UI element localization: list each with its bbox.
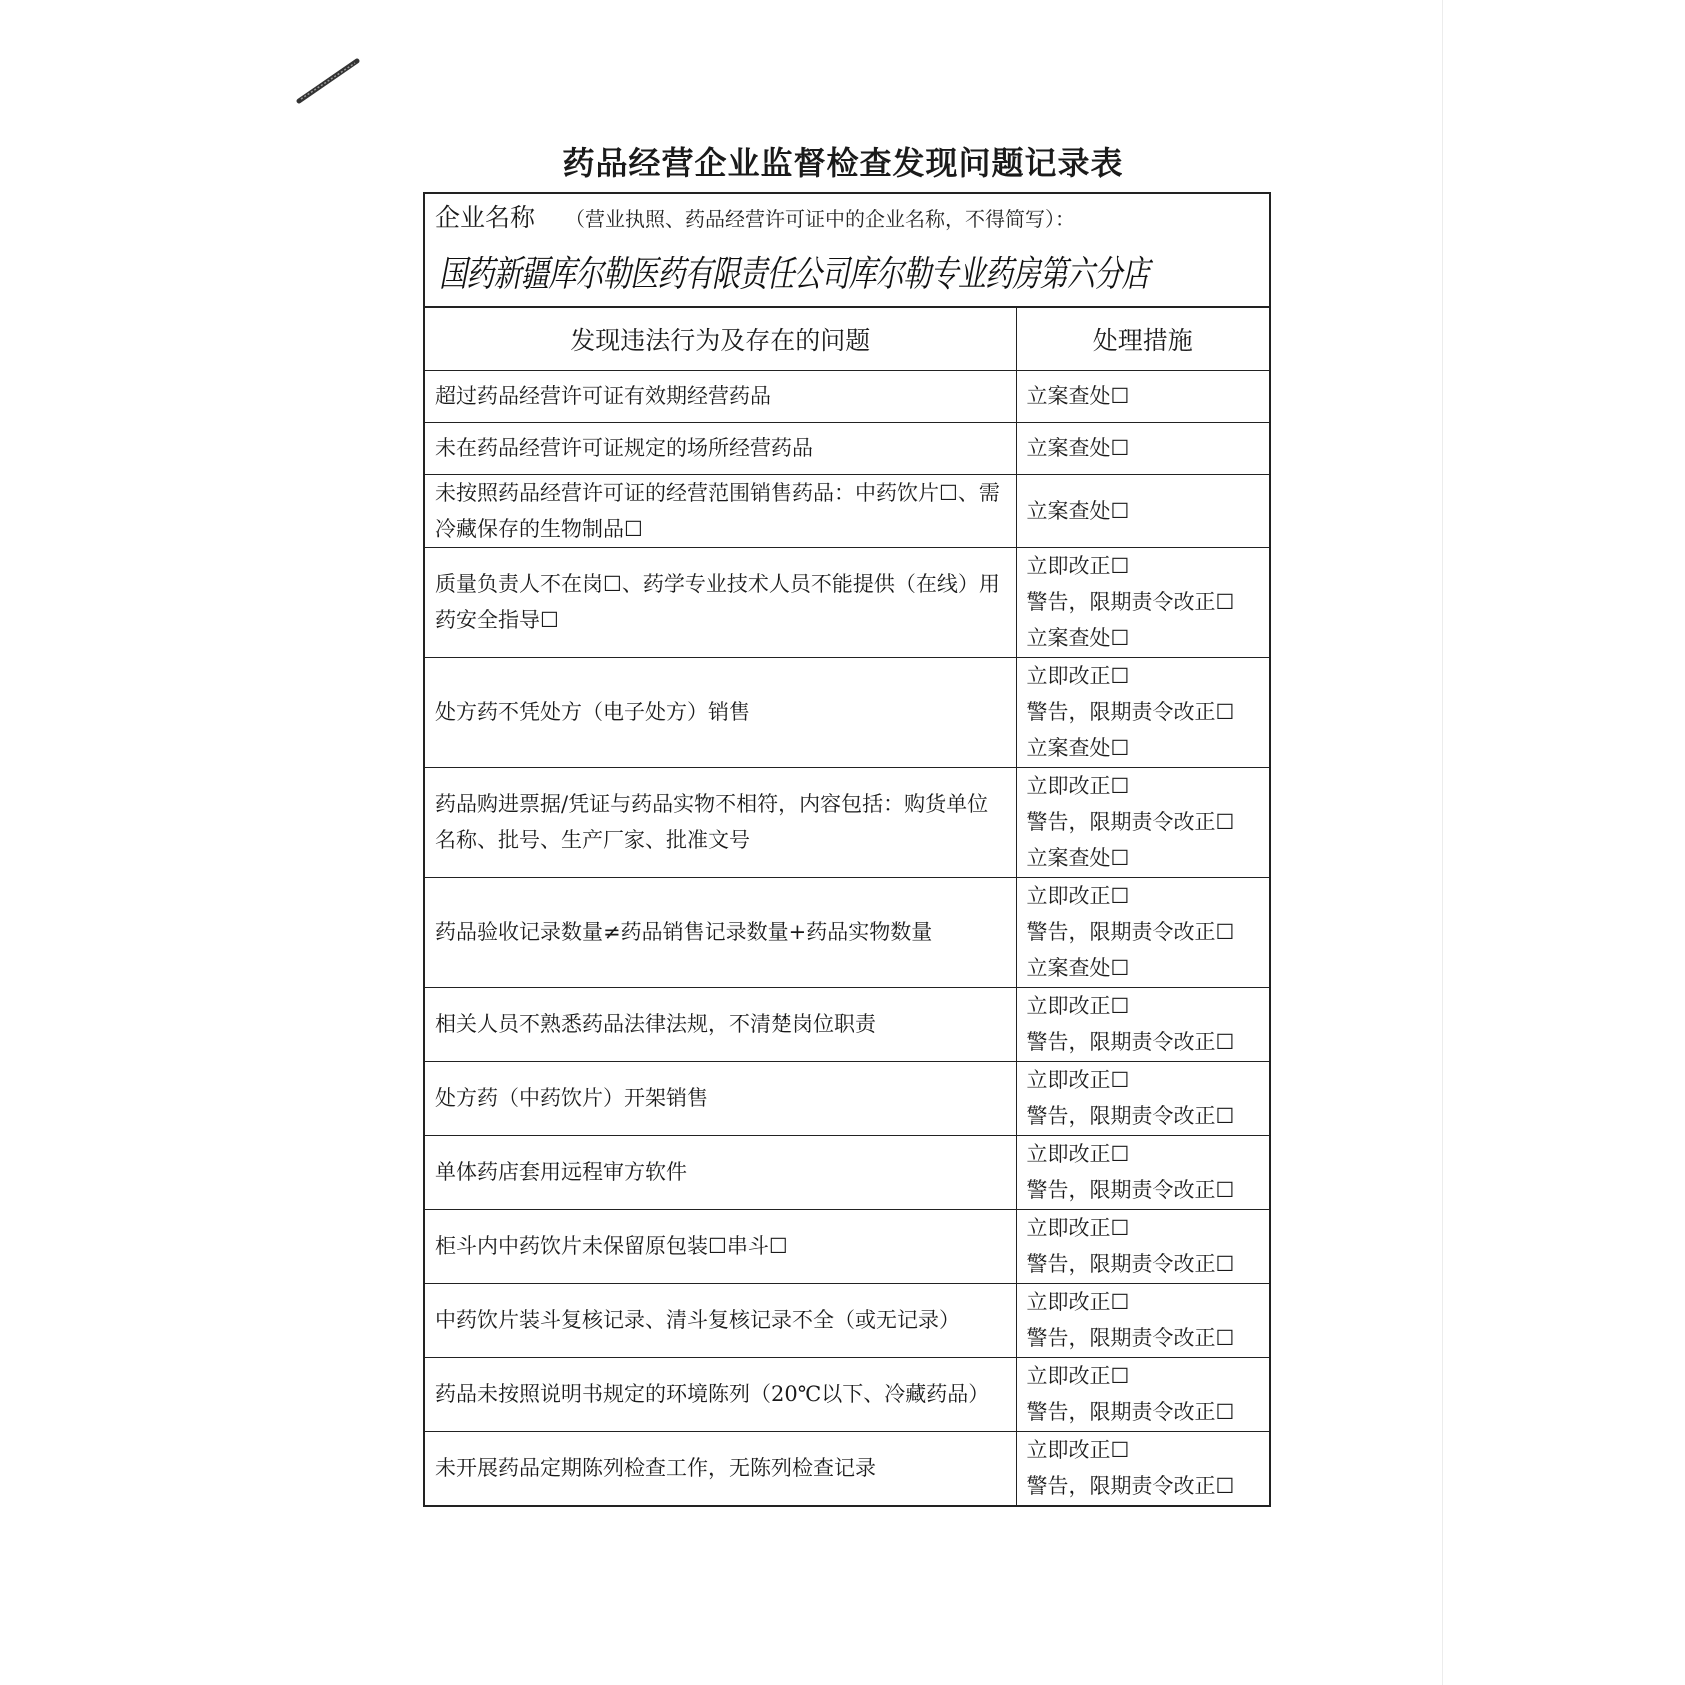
table-row [425, 547, 1269, 657]
action-option[interactable]: 立即改正☐ [1026, 664, 1130, 688]
table-row [425, 422, 1269, 474]
table-row [425, 1431, 1269, 1505]
issue-cell: 单体药店套用远程审方软件 [425, 1135, 1016, 1209]
action-cell [1016, 657, 1269, 767]
action-cell [1016, 987, 1269, 1061]
action-cell [1016, 1431, 1269, 1505]
action-option[interactable]: 立即改正☐ [1026, 1142, 1130, 1166]
action-cell [1016, 767, 1269, 877]
action-option[interactable]: 立案查处☐ [1026, 384, 1130, 408]
action-option[interactable]: 立案查处☐ [1026, 436, 1130, 460]
action-option[interactable]: 警告，限期责令改正☐ [1026, 590, 1235, 614]
table-row [425, 877, 1269, 987]
header-action: 处理措施 [1016, 308, 1269, 370]
company-label: 企业名称 [435, 203, 536, 232]
header-issue: 发现违法行为及存在的问题 [425, 308, 1016, 370]
issue-cell: 处方药（中药饮片）开架销售 [425, 1061, 1016, 1135]
action-option[interactable]: 立案查处☐ [1026, 736, 1130, 760]
table-row [425, 1209, 1269, 1283]
table-row [425, 474, 1269, 547]
issue-cell: 相关人员不熟悉药品法律法规，不清楚岗位职责 [425, 987, 1016, 1061]
document-title: 药品经营企业监督检查发现问题记录表 [562, 144, 1124, 182]
issue-cell: 药品购进票据/凭证与药品实物不相符，内容包括：购货单位名称、批号、生产厂家、批准文号 [425, 767, 1016, 877]
scan-edge-line [1442, 0, 1443, 1685]
inspection-form [423, 192, 1271, 1507]
table-row [425, 370, 1269, 422]
issue-cell: 未开展药品定期陈列检查工作，无陈列检查记录 [425, 1431, 1016, 1505]
action-cell [1016, 370, 1269, 422]
action-option[interactable]: 立案查处☐ [1026, 498, 1130, 523]
action-cell [1016, 877, 1269, 987]
issue-cell: 药品未按照说明书规定的环境陈列（20℃以下、冷藏药品） [425, 1357, 1016, 1431]
action-option[interactable]: 警告，限期责令改正☐ [1026, 1104, 1235, 1128]
action-option[interactable]: 立案查处☐ [1026, 956, 1130, 980]
table-row [425, 1135, 1269, 1209]
company-handwritten-name: 国药新疆库尔勒医药有限责任公司库尔勒专业药房第六分店 [439, 254, 1149, 295]
company-section [425, 194, 1269, 308]
action-option[interactable]: 立即改正☐ [1026, 1290, 1130, 1314]
action-option[interactable]: 立即改正☐ [1026, 774, 1130, 798]
action-cell [1016, 547, 1269, 657]
pen-scribble-mark [295, 55, 365, 105]
action-option[interactable]: 立即改正☐ [1026, 994, 1130, 1018]
action-cell [1016, 1357, 1269, 1431]
table-row [425, 1283, 1269, 1357]
issue-cell: 处方药不凭处方（电子处方）销售 [425, 657, 1016, 767]
action-option[interactable]: 立即改正☐ [1026, 884, 1130, 908]
action-cell [1016, 1061, 1269, 1135]
issue-cell: 柜斗内中药饮片未保留原包装☐串斗☐ [425, 1209, 1016, 1283]
action-option[interactable]: 立即改正☐ [1026, 1216, 1130, 1240]
action-option[interactable]: 警告，限期责令改正☐ [1026, 1252, 1235, 1276]
table-row [425, 1357, 1269, 1431]
issues-table [425, 308, 1269, 1505]
issue-cell: 未在药品经营许可证规定的场所经营药品 [425, 422, 1016, 474]
table-row [425, 987, 1269, 1061]
action-cell [1016, 474, 1269, 547]
issue-cell: 未按照药品经营许可证的经营范围销售药品：中药饮片☐、需冷藏保存的生物制品☐ [425, 474, 1016, 547]
action-option[interactable]: 警告，限期责令改正☐ [1026, 1400, 1235, 1424]
table-row [425, 767, 1269, 877]
action-option[interactable]: 警告，限期责令改正☐ [1026, 1030, 1235, 1054]
action-cell [1016, 1135, 1269, 1209]
action-option[interactable]: 立即改正☐ [1026, 1364, 1130, 1388]
action-cell [1016, 422, 1269, 474]
action-option[interactable]: 警告，限期责令改正☐ [1026, 1326, 1235, 1350]
issue-cell: 超过药品经营许可证有效期经营药品 [425, 370, 1016, 422]
issue-cell: 中药饮片装斗复核记录、清斗复核记录不全（或无记录） [425, 1283, 1016, 1357]
action-option[interactable]: 立案查处☐ [1026, 626, 1130, 650]
action-option[interactable]: 警告，限期责令改正☐ [1026, 1178, 1235, 1202]
issue-cell: 药品验收记录数量≠药品销售记录数量+药品实物数量 [425, 877, 1016, 987]
action-option[interactable]: 立即改正☐ [1026, 554, 1130, 578]
action-option[interactable]: 立即改正☐ [1026, 1068, 1130, 1092]
issue-cell: 质量负责人不在岗☐、药学专业技术人员不能提供（在线）用药安全指导☐ [425, 547, 1016, 657]
action-cell [1016, 1209, 1269, 1283]
action-option[interactable]: 警告，限期责令改正☐ [1026, 1474, 1235, 1499]
action-option[interactable]: 立案查处☐ [1026, 846, 1130, 870]
action-option[interactable]: 警告，限期责令改正☐ [1026, 700, 1235, 724]
action-option[interactable]: 立即改正☐ [1026, 1438, 1130, 1463]
action-cell [1016, 1283, 1269, 1357]
company-note: （营业执照、药品经营许可证中的企业名称，不得简写）： [565, 207, 1075, 231]
table-row [425, 1061, 1269, 1135]
action-option[interactable]: 警告，限期责令改正☐ [1026, 920, 1235, 944]
table-header-row [425, 308, 1269, 370]
table-row [425, 657, 1269, 767]
action-option[interactable]: 警告，限期责令改正☐ [1026, 810, 1235, 834]
